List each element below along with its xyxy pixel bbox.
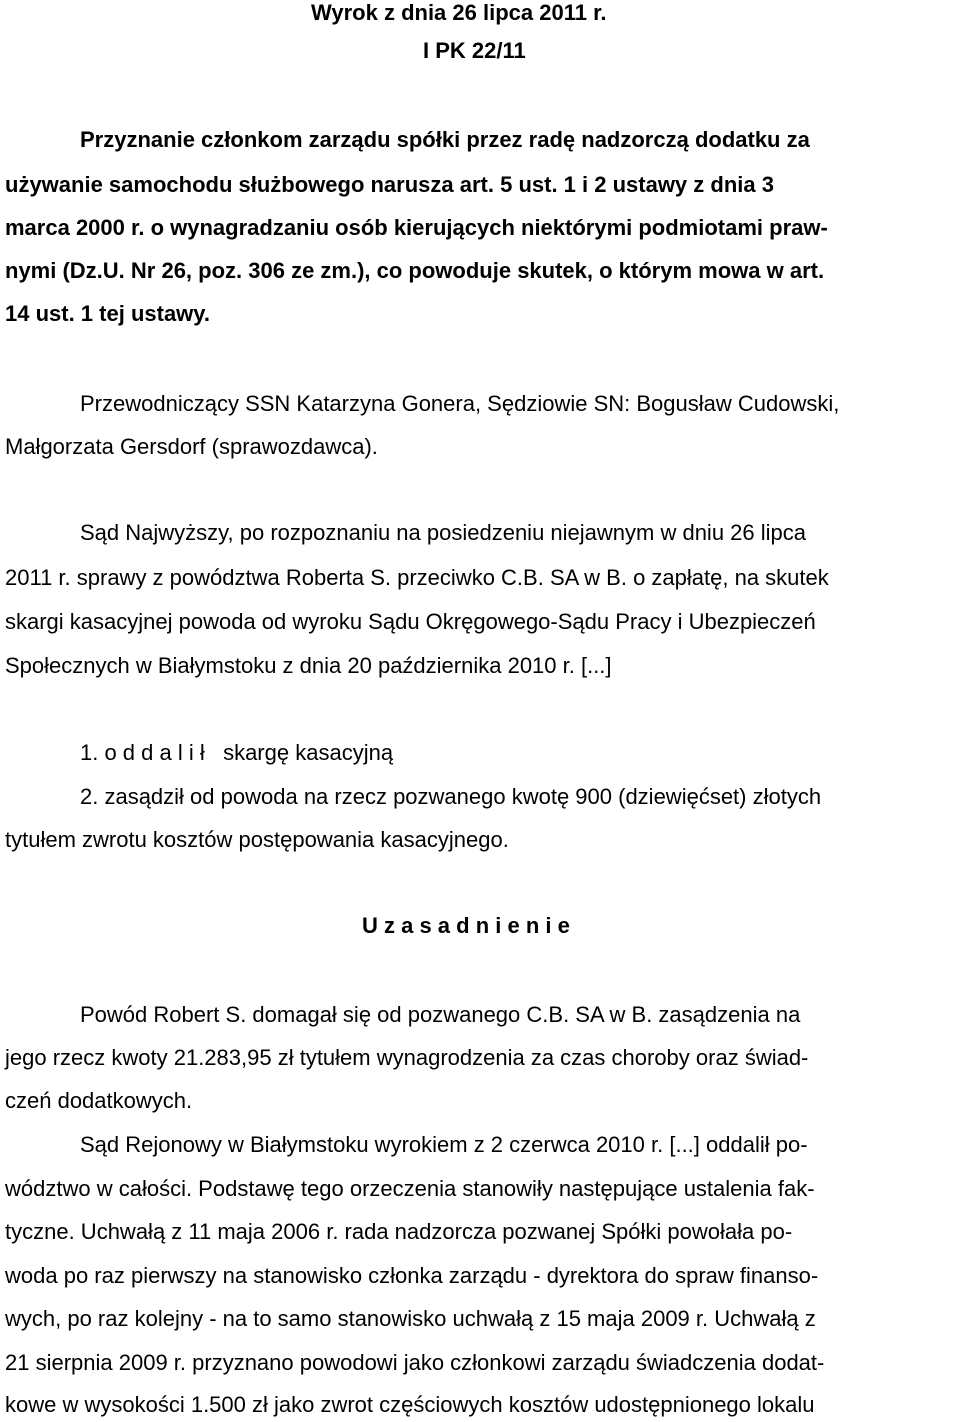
intro-line-1: Sąd Najwyższy, po rozpoznaniu na posiedzeniu niejawnym w dniu 26 lipca	[80, 520, 806, 545]
justification-p2-line-5: wych, po raz kolejny - na to samo stanowisko uchwałą z 15 maja 2009 r. Uchwałą z	[5, 1306, 816, 1331]
ruling-item-1: 1. o d d a l i ł skargę kasacyjną	[80, 740, 394, 765]
justification-p2-line-1: Sąd Rejonowy w Białymstoku wyrokiem z 2 czerwca 2010 r. [...] oddalił po-	[80, 1132, 808, 1157]
justification-p2-line-4: woda po raz pierwszy na stanowisko członka zarządu - dyrektora do spraw finanso-	[5, 1263, 819, 1288]
ruling-item-2-line-2: tytułem zwrotu kosztów postępowania kasacyjnego.	[5, 827, 509, 852]
justification-p2-line-7: kowe w wysokości 1.500 zł jako zwrot częściowych kosztów udostępnionego lokalu	[5, 1392, 815, 1417]
justification-p1-line-2: jego rzecz kwoty 21.283,95 zł tytułem wynagrodzenia za czas choroby oraz świad-	[5, 1045, 809, 1070]
intro-line-4: Społecznych w Białymstoku z dnia 20 października 2010 r. [...]	[5, 653, 612, 678]
bench-line-2: Małgorzata Gersdorf (sprawozdawca).	[5, 434, 378, 459]
ruling-item-2-line-1: 2. zasądził od powoda na rzecz pozwanego kwotę 900 (dziewięćset) złotych	[80, 784, 822, 809]
thesis-line-5: 14 ust. 1 tej ustawy.	[5, 301, 211, 326]
intro-line-3: skargi kasacyjnej powoda od wyroku Sądu Okręgowego-Sądu Pracy i Ubezpieczeń	[5, 609, 816, 634]
justification-p2-line-2: wództwo w całości. Podstawę tego orzeczenia stanowiły następujące ustalenia fak-	[5, 1176, 815, 1201]
thesis-line-1: Przyznanie członkom zarządu spółki przez radę nadzorczą dodatku za	[80, 127, 810, 152]
judgment-title: Wyrok z dnia 26 lipca 2011 r.	[311, 0, 607, 25]
justification-p1-line-1: Powód Robert S. domagał się od pozwanego C.B. SA w B. zasądzenia na	[80, 1002, 801, 1027]
thesis-line-2: używanie samochodu służbowego narusza art. 5 ust. 1 i 2 ustawy z dnia 3	[5, 172, 774, 197]
justification-p2-line-6: 21 sierpnia 2009 r. przyznano powodowi jako członkowi zarządu świadczenia dodat-	[5, 1350, 825, 1375]
justification-heading: U z a s a d n i e n i e	[362, 913, 570, 938]
justification-p1-line-3: czeń dodatkowych.	[5, 1088, 193, 1113]
thesis-line-3: marca 2000 r. o wynagradzaniu osób kierujących niektórymi podmiotami praw-	[5, 215, 828, 240]
case-number: I PK 22/11	[423, 38, 526, 63]
intro-line-2: 2011 r. sprawy z powództwa Roberta S. przeciwko C.B. SA w B. o zapłatę, na skutek	[5, 565, 829, 590]
thesis-line-4: nymi (Dz.U. Nr 26, poz. 306 ze zm.), co powoduje skutek, o którym mowa w art.	[5, 258, 825, 283]
bench-line-1: Przewodniczący SSN Katarzyna Gonera, Sędziowie SN: Bogusław Cudowski,	[80, 391, 840, 416]
justification-p2-line-3: tyczne. Uchwałą z 11 maja 2006 r. rada nadzorcza pozwanej Spółki powołała po-	[5, 1219, 793, 1244]
